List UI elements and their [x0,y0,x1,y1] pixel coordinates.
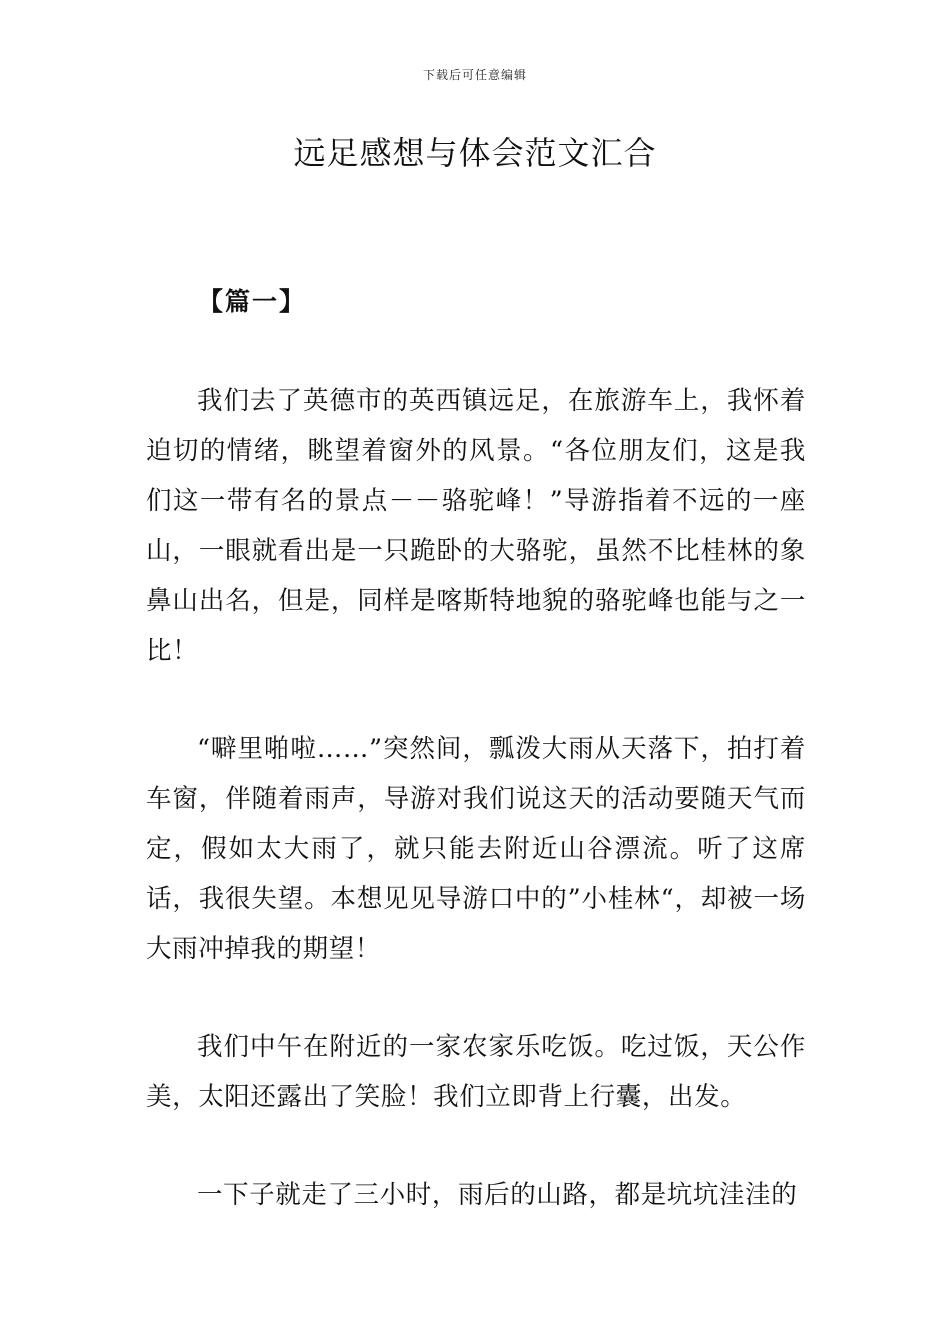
document-title: 远足感想与体会范文汇合 [293,134,657,172]
paragraph-2: “噼里啪啦……”突然间，瓢泼大雨从天落下，拍打着车窗，伴随着雨声，导游对我们说这天的活动要随天气而定，假如太大雨了，就只能去附近山谷漂流。听了这席话，我很失望。本想见见导游口中的”小桂林“，却被一场大雨冲掉我的期望！ [146,734,806,964]
paragraph-3: 我们中午在附近的一家农家乐吃饭。吃过饭，天公作美，太阳还露出了笑脸！我们立即背上行囊，出发。 [146,1032,806,1112]
paragraph-4: 一下子就走了三小时，雨后的山路，都是坑坑洼洼的 [197,1180,798,1210]
section-heading: 【篇一】 [198,287,307,316]
header-note: 下载后可任意编辑 [422,68,527,82]
paragraph-1: 我们去了英德市的英西镇远足，在旅游车上，我怀着迫切的情绪，眺望着窗外的风景。“各位朋友们，这是我们这一带有名的景点－－骆驼峰！”导游指着不远的一座山，一眼就看出是一只跪卧的大骆驼，虽然不比桂林的象鼻山出名，但是，同样是喀斯特地貌的骆驼峰也能与之一比！ [146,386,806,666]
